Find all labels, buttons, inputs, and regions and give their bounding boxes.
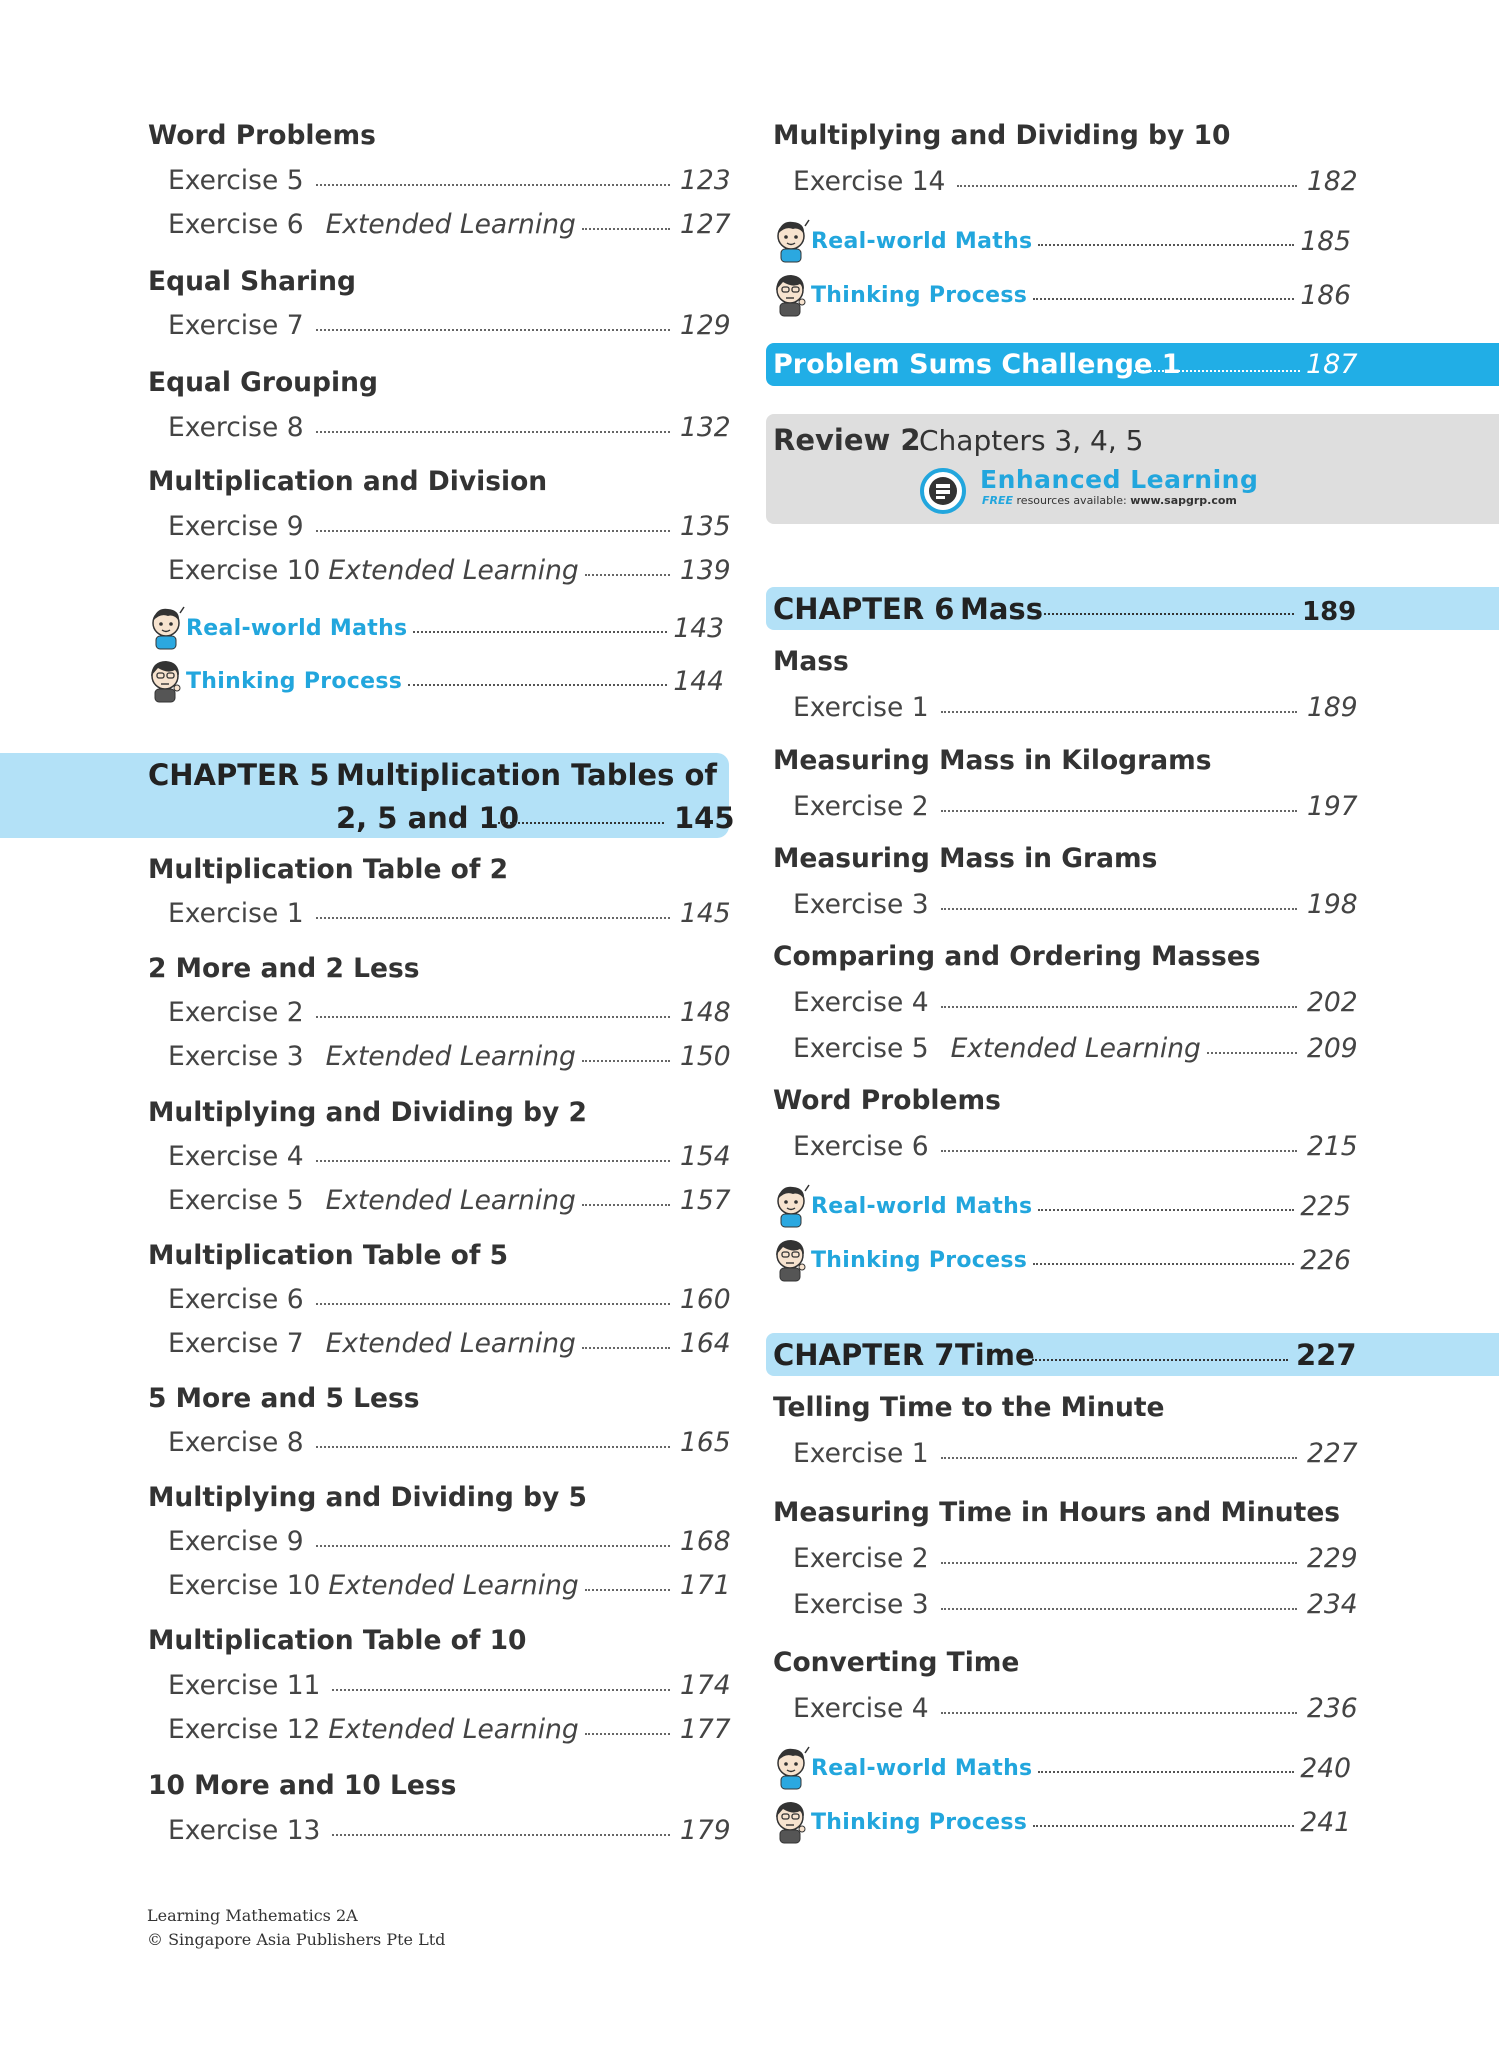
real-world-maths-label: Real-world Maths (811, 228, 1033, 254)
page-number: 179 (680, 1815, 731, 1846)
section-heading: Multiplication and Division (148, 466, 548, 497)
toc-entry[interactable] (168, 1670, 731, 1702)
toc-entry[interactable] (168, 1141, 731, 1173)
chapter-number: CHAPTER 6 (773, 592, 955, 626)
exercise-label: Exercise 9 (168, 511, 304, 542)
toc-entry[interactable] (168, 997, 731, 1029)
exercise-label: Exercise 3 (793, 889, 929, 920)
thinking-mascot-icon (771, 1799, 811, 1845)
leader-dots (941, 1608, 1297, 1610)
real-world-maths-entry[interactable] (146, 605, 724, 651)
toc-entry[interactable] (168, 1815, 731, 1847)
exercise-label: Exercise 2 (793, 791, 929, 822)
thinking-mascot-icon (146, 658, 186, 704)
toc-entry[interactable] (793, 791, 1358, 823)
exercise-label: Exercise 3 (793, 1589, 929, 1620)
exercise-label: Exercise 10 (168, 1570, 321, 1601)
page-number: 157 (680, 1185, 731, 1216)
exercise-label: Exercise 4 (168, 1141, 304, 1172)
section-heading: Comparing and Ordering Masses (773, 941, 1261, 972)
exercise-label: Exercise 13 (168, 1815, 321, 1846)
exercise-label: Exercise 1 (793, 1438, 929, 1469)
leader-dots (941, 711, 1297, 713)
page-number: 197 (1307, 791, 1358, 822)
page-number: 215 (1307, 1131, 1358, 1162)
toc-entry[interactable] (168, 898, 731, 930)
boy-mascot-icon (771, 1183, 811, 1229)
thinking-process-entry[interactable] (146, 658, 724, 704)
review-chapters: Chapters 3, 4, 5 (919, 424, 1144, 457)
toc-entry[interactable] (168, 1570, 731, 1602)
leader-dots (1033, 1825, 1294, 1827)
leader-dots (1033, 298, 1294, 300)
thinking-process-label: Thinking Process (811, 1247, 1028, 1273)
leader-dots (582, 1347, 670, 1349)
leader-dots (941, 908, 1297, 910)
section-heading: Equal Sharing (148, 266, 356, 297)
leader-dots (332, 1689, 670, 1691)
leader-dots (498, 822, 664, 824)
leader-dots (316, 1016, 670, 1018)
footer-book-title: Learning Mathematics 2A (147, 1906, 358, 1925)
footer-copyright: © Singapore Asia Publishers Pte Ltd (147, 1930, 446, 1949)
page-number: 174 (680, 1670, 731, 1701)
toc-entry[interactable] (793, 166, 1358, 198)
chapter-title: Time (955, 1338, 1035, 1372)
section-heading: Multiplying and Dividing by 2 (148, 1097, 587, 1128)
leader-dots (316, 184, 670, 186)
leader-dots (1207, 1052, 1297, 1054)
page-number: 236 (1307, 1693, 1358, 1724)
enhanced-learning-title: Enhanced Learning (980, 465, 1259, 494)
page-number: 148 (680, 997, 731, 1028)
exercise-label: Exercise 7 (168, 1328, 304, 1359)
boy-mascot-icon (146, 605, 186, 651)
page-number: 209 (1307, 1033, 1358, 1064)
toc-entry[interactable] (168, 1284, 731, 1316)
page-number: 165 (680, 1427, 731, 1458)
boy-mascot-icon (771, 1745, 811, 1791)
section-heading: Multiplication Table of 10 (148, 1625, 527, 1656)
url-link[interactable]: www.sapgrp.com (1130, 494, 1237, 507)
real-world-maths-entry[interactable] (771, 218, 1351, 264)
exercise-label: Exercise 1 (168, 898, 304, 929)
enhanced-learning-logo-icon (919, 467, 971, 515)
leader-dots (316, 329, 670, 331)
exercise-label: Exercise 5 (168, 165, 304, 196)
chapter-page-number: 227 (1296, 1338, 1357, 1372)
leader-dots (316, 431, 670, 433)
exercise-label: Exercise 2 (793, 1543, 929, 1574)
extended-learning-label: Extended Learning (325, 209, 576, 240)
exercise-label: Exercise 12 (168, 1714, 321, 1745)
thinking-process-entry[interactable] (771, 272, 1351, 318)
real-world-maths-entry[interactable] (771, 1745, 1351, 1791)
exercise-label: Exercise 4 (793, 987, 929, 1018)
page-number: 150 (680, 1041, 731, 1072)
page-number: 225 (1300, 1190, 1351, 1222)
leader-dots (316, 1303, 670, 1305)
toc-entry[interactable] (793, 692, 1358, 724)
page-number: 164 (680, 1328, 731, 1359)
exercise-label: Exercise 14 (793, 166, 946, 197)
page-number: 168 (680, 1526, 731, 1557)
page-number: 198 (1307, 889, 1358, 920)
leader-dots (941, 1562, 1297, 1564)
section-heading: Measuring Mass in Kilograms (773, 745, 1212, 776)
thinking-process-entry[interactable] (771, 1237, 1351, 1283)
page-number: 154 (680, 1141, 731, 1172)
real-world-maths-entry[interactable] (771, 1183, 1351, 1229)
extended-learning-label: Extended Learning (325, 1185, 576, 1216)
exercise-label: Exercise 5 (793, 1033, 929, 1064)
thinking-process-label: Thinking Process (811, 1809, 1028, 1835)
leader-dots (408, 684, 667, 686)
leader-dots (413, 631, 667, 633)
leader-dots (316, 1446, 670, 1448)
leader-dots (1032, 1359, 1288, 1361)
exercise-label: Exercise 8 (168, 1427, 304, 1458)
leader-dots (585, 1589, 670, 1591)
toc-entry[interactable] (168, 1526, 731, 1558)
exercise-label: Exercise 11 (168, 1670, 321, 1701)
toc-entry[interactable] (168, 412, 731, 444)
page-number: 185 (1300, 225, 1351, 257)
leader-dots (941, 1006, 1297, 1008)
page-number: 129 (680, 310, 731, 341)
leader-dots (1038, 1771, 1294, 1773)
leader-dots (1038, 244, 1294, 246)
toc-entry[interactable] (793, 1438, 1358, 1470)
leader-dots (582, 1204, 670, 1206)
leader-dots (585, 574, 670, 576)
exercise-label: Exercise 5 (168, 1185, 304, 1216)
section-heading: 5 More and 5 Less (148, 1383, 420, 1414)
chapter-title: Multiplication Tables of (336, 758, 717, 792)
exercise-label: Exercise 6 (168, 1284, 304, 1315)
page-number: 139 (680, 555, 731, 586)
page-number: 132 (680, 412, 731, 443)
thinking-process-label: Thinking Process (186, 668, 403, 694)
toc-entry[interactable] (793, 987, 1358, 1019)
page-number: 241 (1300, 1806, 1351, 1838)
extended-learning-label: Extended Learning (950, 1033, 1201, 1064)
leader-dots (316, 917, 670, 919)
toc-entry[interactable] (168, 209, 731, 241)
page-number: 177 (680, 1714, 731, 1745)
leader-dots (941, 1150, 1297, 1152)
leader-dots (585, 1733, 670, 1735)
real-world-maths-label: Real-world Maths (186, 615, 408, 641)
section-heading: Converting Time (773, 1647, 1020, 1678)
toc-entry[interactable] (793, 1693, 1358, 1725)
enhanced-learning-subtitle (982, 494, 1237, 508)
leader-dots (941, 810, 1297, 812)
page-number: 186 (1300, 279, 1351, 311)
exercise-label: Exercise 6 (793, 1131, 929, 1162)
section-heading: Measuring Time in Hours and Minutes (773, 1497, 1341, 1528)
section-heading: Multiplying and Dividing by 10 (773, 120, 1231, 151)
toc-entry[interactable] (168, 555, 731, 587)
chapter-title-line2: 2, 5 and 10 (336, 801, 519, 835)
section-heading: Word Problems (148, 120, 376, 151)
section-heading: Measuring Mass in Grams (773, 843, 1158, 874)
real-world-maths-label: Real-world Maths (811, 1755, 1033, 1781)
toc-entry[interactable] (793, 1033, 1358, 1065)
toc-entry[interactable] (168, 165, 731, 197)
extended-learning-label: Extended Learning (325, 1328, 576, 1359)
toc-entry[interactable] (168, 511, 731, 543)
chapter-number: CHAPTER 7 (773, 1338, 955, 1372)
chapter-page-number: 189 (1302, 597, 1357, 627)
page-number: 234 (1307, 1589, 1358, 1620)
extended-learning-label: Extended Learning (328, 555, 579, 586)
section-heading: Equal Grouping (148, 367, 378, 398)
section-heading: Mass (773, 646, 849, 677)
toc-entry[interactable] (168, 1185, 731, 1217)
leader-dots (1033, 1263, 1294, 1265)
page-number: 160 (680, 1284, 731, 1315)
chapter-title: Mass (960, 592, 1043, 626)
exercise-label: Exercise 9 (168, 1526, 304, 1557)
thinking-process-entry[interactable] (771, 1799, 1351, 1845)
extended-learning-label: Extended Learning (328, 1714, 579, 1745)
page-number: 182 (1307, 166, 1358, 197)
leader-dots (941, 1712, 1297, 1714)
page-number: 144 (673, 665, 724, 697)
section-heading: Multiplication Table of 5 (148, 1240, 509, 1271)
page-number: 240 (1300, 1752, 1351, 1784)
exercise-label: Exercise 8 (168, 412, 304, 443)
leader-dots (1044, 613, 1294, 615)
thinking-mascot-icon (771, 272, 811, 318)
toc-entry[interactable] (793, 1543, 1358, 1575)
leader-dots (582, 1060, 670, 1062)
section-heading: Telling Time to the Minute (773, 1392, 1165, 1423)
leader-dots (957, 185, 1297, 187)
section-heading: 2 More and 2 Less (148, 953, 420, 984)
toc-entry[interactable] (168, 1714, 731, 1746)
page-number: 202 (1307, 987, 1358, 1018)
page-number: 135 (680, 511, 731, 542)
exercise-label: Exercise 2 (168, 997, 304, 1028)
leader-dots (316, 530, 670, 532)
page-number: 143 (673, 612, 724, 644)
page-number: 229 (1307, 1543, 1358, 1574)
leader-dots (316, 1160, 670, 1162)
exercise-label: Exercise 3 (168, 1041, 304, 1072)
free-label: FREE (982, 494, 1014, 507)
toc-entry[interactable] (168, 1427, 731, 1459)
toc-entry[interactable] (793, 1589, 1358, 1621)
boy-mascot-icon (771, 218, 811, 264)
leader-dots (941, 1457, 1297, 1459)
toc-entry[interactable] (793, 1131, 1358, 1163)
page-number: 127 (680, 209, 731, 240)
section-heading: Word Problems (773, 1085, 1001, 1116)
toc-entry[interactable] (793, 889, 1358, 921)
thinking-mascot-icon (771, 1237, 811, 1283)
leader-dots (1038, 1209, 1294, 1211)
chapter-number: CHAPTER 5 (148, 758, 330, 792)
resources-text: resources available: (1016, 494, 1127, 507)
exercise-label: Exercise 7 (168, 310, 304, 341)
section-heading: Multiplying and Dividing by 5 (148, 1482, 587, 1513)
thinking-process-label: Thinking Process (811, 282, 1028, 308)
page-number: 123 (680, 165, 731, 196)
page-number: 171 (680, 1570, 731, 1601)
section-heading: 10 More and 10 Less (148, 1770, 457, 1801)
leader-dots (1134, 370, 1300, 372)
exercise-label: Exercise 1 (793, 692, 929, 723)
leader-dots (582, 228, 670, 230)
page-number: 145 (680, 898, 731, 929)
leader-dots (316, 1545, 670, 1547)
section-heading: Multiplication Table of 2 (148, 854, 509, 885)
exercise-label: Exercise 4 (793, 1693, 929, 1724)
page-number: 187 (1306, 349, 1358, 380)
chapter-page-number: 145 (674, 801, 735, 835)
page-number: 227 (1307, 1438, 1358, 1469)
page-number: 189 (1307, 692, 1358, 723)
toc-entry[interactable] (168, 1328, 731, 1360)
leader-dots (332, 1834, 670, 1836)
extended-learning-label: Extended Learning (325, 1041, 576, 1072)
real-world-maths-label: Real-world Maths (811, 1193, 1033, 1219)
toc-entry[interactable] (168, 1041, 731, 1073)
review-title: Review 2 (773, 423, 921, 457)
exercise-label: Exercise 6 (168, 209, 304, 240)
toc-entry[interactable] (168, 310, 731, 342)
exercise-label: Exercise 10 (168, 555, 321, 586)
extended-learning-label: Extended Learning (328, 1570, 579, 1601)
page-number: 226 (1300, 1244, 1351, 1276)
problem-sums-challenge-label: Problem Sums Challenge 1 (773, 349, 1181, 380)
